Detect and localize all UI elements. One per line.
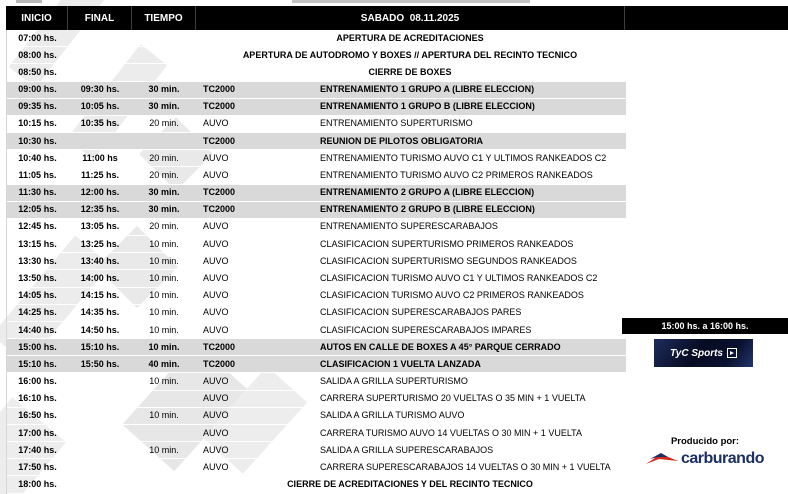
cell-descripcion: APERTURA DE ACREDITACIONES bbox=[336, 33, 484, 43]
schedule-row bbox=[7, 150, 626, 167]
cell-tiempo: 10 min. bbox=[149, 239, 179, 249]
cell-final: 13:25 hs. bbox=[80, 239, 120, 249]
cell-descripcion: SALIDA A GRILLA SUPERTURISMO bbox=[320, 377, 468, 387]
schedule-row bbox=[7, 99, 626, 116]
cell-descripcion: CLASIFICACION TURISMO AUVO C2 PRIMEROS RANKEADOS bbox=[320, 291, 584, 301]
cell-categoria: AUVO bbox=[203, 153, 229, 163]
schedule-table bbox=[6, 6, 788, 494]
tyc-square-icon bbox=[727, 348, 737, 358]
cell-inicio: 15:00 hs. bbox=[18, 342, 57, 352]
cell-inicio: 10:40 hs. bbox=[18, 153, 57, 163]
producer-block bbox=[622, 436, 788, 468]
tyc-sports-logo bbox=[654, 339, 753, 367]
cell-inicio: 14:05 hs. bbox=[18, 291, 57, 301]
cell-final: 10:05 hs. bbox=[80, 102, 120, 112]
cell-categoria: AUVO bbox=[203, 377, 229, 387]
cell-categoria: TC2000 bbox=[203, 188, 236, 198]
schedule-row bbox=[7, 47, 626, 64]
schedule-row bbox=[7, 322, 626, 339]
cell-categoria: AUVO bbox=[203, 445, 229, 455]
cell-tiempo: 20 min. bbox=[149, 153, 179, 163]
cell-categoria: TC2000 bbox=[203, 136, 236, 146]
cell-categoria: AUVO bbox=[203, 462, 229, 472]
cell-descripcion: CLASIFICACION SUPERESCARABAJOS PARES bbox=[320, 308, 522, 318]
cell-inicio: 11:05 hs. bbox=[18, 170, 57, 180]
schedule-body bbox=[6, 30, 626, 494]
schedule-row bbox=[7, 253, 626, 270]
schedule-row bbox=[7, 30, 626, 47]
cell-descripcion: CARRERA SUPERTURISMO 20 VUELTAS O 35 MIN + 1 VUELTA bbox=[320, 394, 586, 404]
cell-tiempo: 10 min. bbox=[148, 342, 180, 352]
schedule-row bbox=[7, 373, 626, 390]
cell-tiempo: 10 min. bbox=[149, 377, 179, 387]
tyc-sports-label: TyC Sports bbox=[670, 347, 723, 359]
cell-final: 12:35 hs. bbox=[80, 205, 120, 215]
schedule-row bbox=[7, 459, 626, 476]
cell-descripcion: CLASIFICACION SUPERTURISMO PRIMEROS RANKEADOS bbox=[320, 239, 574, 249]
cell-tiempo: 10 min. bbox=[149, 445, 179, 455]
cell-tiempo: 10 min. bbox=[149, 325, 179, 335]
cell-final: 14:00 hs. bbox=[80, 273, 120, 283]
header-right-cell bbox=[625, 6, 788, 30]
cell-final: 12:00 hs. bbox=[80, 188, 120, 198]
cell-inicio: 12:05 hs. bbox=[18, 205, 57, 215]
cell-inicio: 13:30 hs. bbox=[18, 256, 57, 266]
cell-descripcion: ENTRENAMIENTO 1 GRUPO A (LIBRE ELECCION) bbox=[320, 85, 535, 95]
cell-inicio: 17:50 hs. bbox=[18, 462, 57, 472]
cell-tiempo: 20 min. bbox=[149, 170, 179, 180]
cell-final: 14:50 hs. bbox=[80, 325, 120, 335]
cell-inicio: 14:25 hs. bbox=[18, 308, 57, 318]
cell-categoria: AUVO bbox=[203, 222, 229, 232]
cell-descripcion: SALIDA A GRILLA SUPERESCARABAJOS bbox=[320, 445, 494, 455]
cell-final: 13:05 hs. bbox=[80, 222, 120, 232]
cell-inicio: 16:50 hs. bbox=[18, 411, 57, 421]
cell-tiempo: 20 min. bbox=[149, 222, 179, 232]
cell-tiempo: 10 min. bbox=[149, 256, 179, 266]
cell-categoria: TC2000 bbox=[203, 85, 236, 95]
cell-descripcion: ENTRENAMIENTO 2 GRUPO A (LIBRE ELECCION) bbox=[320, 188, 535, 198]
cell-inicio: 07:00 hs. bbox=[18, 33, 57, 43]
schedule-row bbox=[7, 391, 626, 408]
cell-tiempo: 20 min. bbox=[149, 119, 179, 129]
cell-inicio: 10:15 hs. bbox=[18, 119, 57, 129]
cell-categoria: AUVO bbox=[203, 291, 229, 301]
cell-descripcion: CARRERA TURISMO AUVO 14 VUELTAS O 30 MIN + 1 VUELTA bbox=[320, 428, 582, 438]
clipped-row-remnant bbox=[16, 0, 42, 3]
cell-final: 14:15 hs. bbox=[80, 291, 120, 301]
schedule-row bbox=[7, 133, 626, 150]
cell-descripcion: ENTRENAMIENTO TURISMO AUVO C2 PRIMEROS RANKEADOS bbox=[320, 170, 593, 180]
table-header-row bbox=[6, 6, 788, 30]
cell-inicio: 13:50 hs. bbox=[18, 273, 57, 283]
cell-categoria: AUVO bbox=[203, 273, 229, 283]
header-tiempo: TIEMPO bbox=[132, 6, 196, 30]
schedule-row bbox=[7, 442, 626, 459]
cell-descripcion: AUTOS EN CALLE DE BOXES A 45° PARQUE CERRADO bbox=[320, 342, 561, 352]
carburando-wordmark: carburando bbox=[680, 450, 764, 467]
schedule-row bbox=[7, 339, 626, 356]
cell-inicio: 14:40 hs. bbox=[18, 325, 57, 335]
cell-descripcion: ENTRENAMIENTO TURISMO AUVO C1 Y ULTIMOS RANKEADOS C2 bbox=[320, 153, 607, 163]
cell-categoria: AUVO bbox=[203, 170, 229, 180]
cell-categoria: AUVO bbox=[203, 308, 229, 318]
schedule-row bbox=[7, 270, 626, 287]
cell-descripcion: CIERRE DE ACREDITACIONES Y DEL RECINTO TÉCNICO bbox=[287, 480, 533, 490]
schedule-row bbox=[7, 356, 626, 373]
cell-descripcion: ENTRENAMIENTO SUPERESCARABAJOS bbox=[320, 222, 498, 232]
cell-descripcion: CLASIFICACION 1 VUELTA LANZADA bbox=[320, 359, 481, 369]
cell-inicio: 16:00 hs. bbox=[18, 377, 57, 387]
schedule-row bbox=[7, 305, 626, 322]
cell-tiempo: 30 min. bbox=[148, 205, 180, 215]
cell-categoria: AUVO bbox=[203, 239, 229, 249]
broadcast-window-text: 15:00 hs. a 16:00 hs. bbox=[661, 321, 749, 331]
cell-descripcion: CLASIFICACION SUPERESCARABAJOS IMPARES bbox=[320, 325, 532, 335]
cell-tiempo: 30 min. bbox=[148, 102, 180, 112]
schedule-row bbox=[7, 476, 626, 493]
carburando-logo bbox=[622, 450, 788, 468]
cell-categoria: AUVO bbox=[203, 428, 229, 438]
cell-categoria: TC2000 bbox=[203, 102, 236, 112]
cell-inicio: 11:30 hs. bbox=[18, 188, 57, 198]
cell-descripcion: REUNIÓN DE PILOTOS OBLIGATORIA bbox=[320, 136, 484, 146]
cell-tiempo: 10 min. bbox=[149, 273, 179, 283]
cell-tiempo: 30 min. bbox=[148, 85, 180, 95]
cell-inicio: 08:00 hs. bbox=[18, 50, 57, 60]
cell-inicio: 18:00 hs. bbox=[18, 480, 57, 490]
cell-descripcion: SALIDA A GRILLA TURISMO AUVO bbox=[320, 411, 465, 421]
cell-tiempo: 10 min. bbox=[149, 291, 179, 301]
cell-final: 13:40 hs. bbox=[80, 256, 120, 266]
cell-descripcion: ENTRENAMIENTO 2 GRUPO B (LIBRE ELECCION) bbox=[320, 205, 535, 215]
cell-inicio: 09:35 hs. bbox=[18, 102, 57, 112]
cell-categoria: AUVO bbox=[203, 256, 229, 266]
schedule-row bbox=[7, 219, 626, 236]
carburando-swoosh-icon bbox=[646, 452, 678, 466]
cell-inicio: 15:10 hs. bbox=[18, 359, 57, 369]
schedule-row bbox=[7, 202, 626, 219]
cell-descripcion: ENTRENAMIENTO 1 GRUPO B (LIBRE ELECCION) bbox=[320, 102, 535, 112]
cell-categoria: TC2000 bbox=[203, 359, 236, 369]
cell-categoria: TC2000 bbox=[203, 205, 236, 215]
cell-categoria: AUVO bbox=[203, 394, 229, 404]
schedule-row bbox=[7, 82, 626, 99]
cell-final: 14:35 hs. bbox=[80, 308, 120, 318]
cell-inicio: 12:45 hs. bbox=[18, 222, 57, 232]
cell-inicio: 16:10 hs. bbox=[18, 394, 57, 404]
broadcast-window-badge bbox=[622, 318, 788, 334]
cell-final: 09:30 hs. bbox=[80, 85, 120, 95]
cell-inicio: 17:00 hs. bbox=[18, 428, 57, 438]
schedule-row bbox=[7, 116, 626, 133]
cell-descripcion: ENTRENAMIENTO SUPERTURISMO bbox=[320, 119, 473, 129]
cell-inicio: 09:00 hs. bbox=[18, 85, 57, 95]
produced-by-label: Producido por: bbox=[670, 436, 740, 447]
cell-tiempo: 10 min. bbox=[149, 411, 179, 421]
cell-inicio: 17:40 hs. bbox=[18, 445, 57, 455]
cell-descripcion: CARRERA SUPERESCARABAJOS 14 VUELTAS O 30 MIN + 1 VUELTA bbox=[320, 462, 611, 472]
header-inicio: INICIO bbox=[6, 6, 68, 30]
schedule-row bbox=[7, 288, 626, 305]
schedule-row bbox=[7, 64, 626, 81]
cell-inicio: 08:50 hs. bbox=[18, 67, 57, 77]
cell-descripcion: APERTURA DE AUTODROMO Y BOXES // APERTURA DEL RECINTO TECNICO bbox=[242, 50, 578, 60]
cell-categoria: AUVO bbox=[203, 325, 229, 335]
cell-categoria: AUVO bbox=[203, 119, 229, 129]
cell-final: 10:35 hs. bbox=[80, 119, 120, 129]
header-date: SABADO 08.11.2025 bbox=[196, 6, 625, 30]
cell-final: 15:10 hs. bbox=[80, 342, 120, 352]
cell-final: 11:25 hs. bbox=[80, 170, 120, 180]
cell-descripcion: CLASIFICACION TURISMO AUVO C1 Y ULTIMOS RANKEADOS C2 bbox=[320, 273, 598, 283]
cell-categoria: TC2000 bbox=[203, 342, 236, 352]
header-final: FINAL bbox=[68, 6, 132, 30]
cell-descripcion: CLASIFICACION SUPERTURISMO SEGUNDOS RANKEADOS bbox=[320, 256, 577, 266]
schedule-row bbox=[7, 185, 626, 202]
schedule-row bbox=[7, 236, 626, 253]
cell-final: 11:00 hs bbox=[82, 153, 118, 163]
cell-inicio: 10:30 hs. bbox=[18, 136, 57, 146]
cell-final: 15:50 hs. bbox=[80, 359, 120, 369]
cell-descripcion: CIERRE DE BOXES bbox=[368, 67, 452, 77]
cell-tiempo: 10 min. bbox=[149, 308, 179, 318]
schedule-row bbox=[7, 408, 626, 425]
schedule-row bbox=[7, 167, 626, 184]
schedule-row bbox=[7, 425, 626, 442]
clipped-row-remnant bbox=[292, 0, 530, 3]
cell-inicio: 13:15 hs. bbox=[18, 239, 57, 249]
cell-categoria: AUVO bbox=[203, 411, 229, 421]
cell-tiempo: 40 min. bbox=[148, 359, 180, 369]
cell-tiempo: 30 min. bbox=[148, 188, 180, 198]
